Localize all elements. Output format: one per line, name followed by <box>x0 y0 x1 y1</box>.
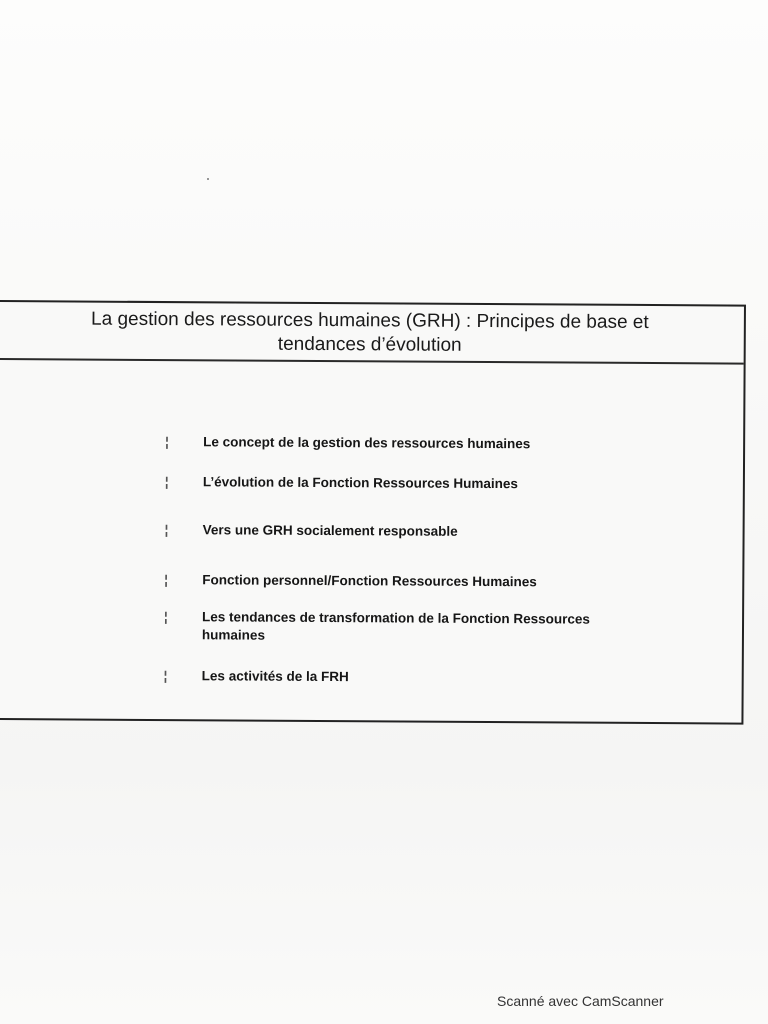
list-item-text: Fonction personnel/Fonction Ressources Humaines <box>202 572 537 590</box>
bullet-icon: ¦ <box>165 434 169 450</box>
list-item-text: L’évolution de la Fonction Ressources Humaines <box>202 474 519 492</box>
box-header <box>0 302 744 365</box>
list-item-text: Les tendances de transformation de la Fonction Ressources humaines <box>201 609 590 643</box>
list-item <box>164 571 634 592</box>
page-title: La gestion des ressources humaines (GRH) : Principes de base et tendances d’évolution <box>91 308 649 356</box>
bullet-icon: ¦ <box>164 609 168 625</box>
bullet-icon: ¦ <box>163 668 168 684</box>
list-item <box>165 433 635 454</box>
list-item <box>165 521 635 542</box>
paper-speck <box>207 178 209 180</box>
bullet-icon: ¦ <box>164 572 168 588</box>
list-item <box>164 667 634 688</box>
list-item <box>165 473 635 494</box>
list-item <box>164 608 634 647</box>
list-item-text: Les activités de la FRH <box>201 668 349 685</box>
bullet-icon: ¦ <box>164 522 169 538</box>
list-item-text: Le concept de la gestion des ressources humaines <box>203 434 531 452</box>
topic-list <box>0 360 744 721</box>
content-box <box>0 300 746 725</box>
list-item-text: Vers une GRH socialement responsable <box>202 522 458 539</box>
bullet-icon: ¦ <box>164 474 169 490</box>
scanner-watermark: Scanné avec CamScanner <box>497 993 664 1009</box>
